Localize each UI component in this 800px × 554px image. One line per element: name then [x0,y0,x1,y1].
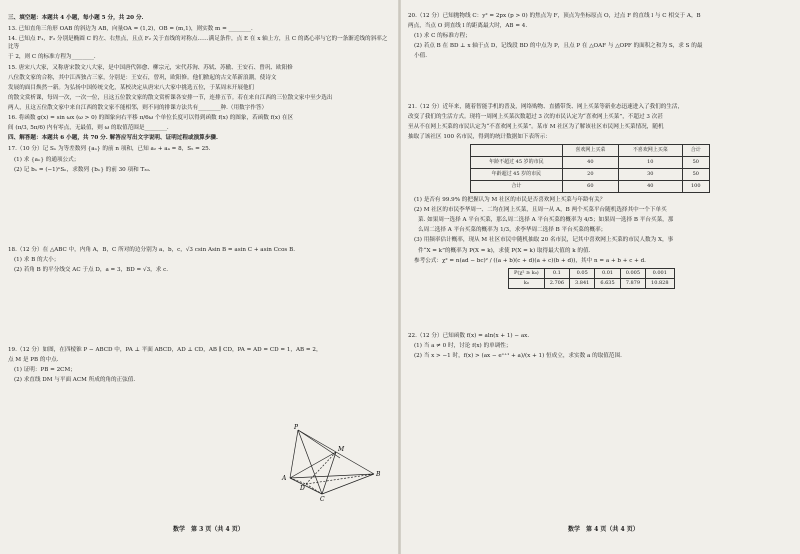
question-21-line3: 至从不在网上买菜的市民认定为“不喜欢网上买菜”。某市 M 社区为了解该社区市民网上买菜情况，随机 [408,123,664,130]
table-cell: 年龄不超过 45 岁的市民 [471,156,563,168]
fig-label-c: C [320,496,325,502]
table-header-cell: 不喜欢网上买菜 [619,144,683,156]
table-cell: 30 [619,168,683,180]
question-14-line2: 于 2，则 C 的标准方程为________. [8,54,96,61]
table-cell: 合计 [471,180,563,192]
question-16-line2: 间 (π/3, 5π/6) 内有零点，无最值，则 ω 的取值范围是________. [8,125,169,132]
reference-formula: 参考公式：χ² = n(ad − bc)² / ((a + b)(c + d)(a + c)(b + d))，其中 n = a + b + c + d. [414,257,646,264]
question-19: 19.（12 分）如图，在四棱锥 P − ABCD 中，PA ⊥ 平面 ABCD，AD ⊥ CD，AB ∥ CD，PA = AD = CD = 1，AB = 2， [8,347,322,354]
fig-label-b: B [376,471,381,478]
page-footer-3: 数学 第 3 页（共 4 页） [173,526,244,534]
table-cell: P(χ² ≥ k₀) [509,268,545,278]
question-15-line5: 两人，且这五位散文家中来自江西的散文家不能相邻，则不同的排课方法共有________种.（用数字作答） [8,104,268,111]
table-cell: k₀ [509,279,545,289]
table-cell: 100 [682,180,709,192]
question-20-line2: 两点，当点 O 到直线 l 的距离最大时，AB = 4. [408,23,528,30]
question-21-part2-line2: 菜. 如果周一选择 A 平台买菜，那么周二选择 A 平台买菜的概率为 4/5；如果周一选择 B 平台买菜，那 [418,217,674,224]
question-20-line1: 20.（12 分）已知抛物线 C：y² = 2px (p > 0) 的焦点为 F，顶点为坐标原点 O，过点 F 的直线 l 与 C 相交于 A，B [408,13,701,19]
question-14-line1: 14. 已知点 F₁，F₂ 分别是椭圆 C 的左、右焦点，且点 F₂ 关于直线的对称点……满足条件，点 E 在 x 轴上方，且 C 的离心率与它的一条渐近线的斜率之比等 [8,36,388,51]
question-21-part3-line2: 件“X = k”的概率为 P(X = k)，求使 P(X = k) 取得最大值的 k 的值. [418,247,591,254]
question-20-part2: (2) 若点 B 在 BD ⊥ x 轴于点 D，记线段 BD 的中点为 P，且点 P 在 △OAF 与 △OPF 的面积之和为 S，求 S 的最 [414,43,703,50]
question-15-line2: 八位散文家的合称，其中江西独占三家，分别是：王安石，曾巩，欧阳修。他们掀起的古文革新浪潮，使诗文 [8,74,277,81]
table-cell: 20 [562,168,618,180]
table-header-cell: 喜欢网上买菜 [562,144,618,156]
question-15-line3: 发展的面目焕然一新。为弘扬中国传统文化，某校决定从唐宋八大家中挑选五位，于某周末开展他们 [8,84,255,91]
question-22-part2: (2) 当 x > −1 时，f(x) > (ax − eˣ⁺¹ + a)/(x + 1) 恒成立，求实数 a 的取值范围. [414,353,622,360]
question-17: 17.（10 分）记 Sₙ 为等差数列 {aₙ} 的前 n 项和，已知 a₂ + a₄ = 8，S₅ = 25. [8,146,211,153]
answer-space [8,176,393,246]
question-21-part2-line1: (2) M 社区的市民李华周一、二均在网上买菜，且周一从 A，B 两个买菜平台随机选择其中一个下单买 [414,207,667,214]
question-18: 18.（12 分）在 △ABC 中，内角 A，B，C 所对的边分别为 a，b，c，√3 csin Asin B = asin C + asin Ccos B. [8,246,295,253]
table-cell: 50 [682,156,709,168]
survey-table [470,144,710,193]
table-cell: 40 [619,180,683,192]
question-19-part2: (2) 求直线 DM 与平面 ACM 所成的角的正弦值. [14,377,136,384]
answer-space [408,292,793,332]
question-15-line1: 15. 唐宋八大家，又称唐宋散文八大家，是中国唐代韩愈、柳宗元，宋代苏洵、苏轼、苏辙、王安石、曾巩、欧阳修 [8,64,293,71]
page-4 [408,12,793,537]
fig-label-p: P [294,424,299,431]
question-21-part1: (1) 是否有 99.9% 的把握认为 M 社区的市民是否喜欢网上买菜与年龄有关？ [414,196,606,203]
table-cell: 6.635 [595,279,620,289]
table-cell: 0.01 [595,268,620,278]
question-19-cont: 点 M 是 PB 的中点. [8,357,59,364]
page-fold [398,0,401,554]
fig-label-d: D [300,485,305,492]
table-cell: 50 [682,168,709,180]
table-cell: 0.05 [570,268,595,278]
table-cell: 3.841 [570,279,595,289]
answer-space [408,63,793,103]
table-header-cell: 合计 [682,144,709,156]
table-cell: 0.1 [544,268,569,278]
section-4-title: 四、解答题：本题共 6 小题，共 70 分. 解答应写出文字说明、证明过程或演算步骤. [8,135,218,142]
table-row [509,279,675,289]
table-cell: 60 [562,180,618,192]
pyramid-figure [276,422,386,502]
table-cell: 10.828 [646,279,675,289]
question-17-part2: (2) 记 bₙ = (−1)ⁿSₙ，求数列 {bₙ} 的前 30 项和 T₃₀. [14,166,151,173]
table-cell: 0.005 [620,268,645,278]
question-18-part1: (1) 求 B 的大小； [14,256,60,263]
fig-label-m: M [338,446,345,453]
question-21-line1: 21.（12 分）近年来，随着智能手机的普及，网络购物、直播带货、网上买菜等新业态迅速进入了我们的生活， [408,103,684,110]
question-20-part1: (1) 求 C 的标准方程； [414,33,471,40]
page-3 [8,12,393,537]
table-cell: 7.879 [620,279,645,289]
question-19-part1: (1) 证明：PB = 2CM； [14,367,76,374]
table-cell: 10 [619,156,683,168]
question-21-part3-line1: (3) 用频率估计概率，现从 M 社区市民中随机抽取 20 名市民，记其中喜欢网上买菜的市民人数为 X，事 [414,237,674,244]
fig-label-a: A [282,475,287,482]
table-row [471,156,710,168]
question-21-part2-line3: 么周二选择 A 平台买菜的概率为 1/3，求李华周二选择 B 平台买菜的概率； [418,227,607,234]
table-row [471,180,710,192]
table-header-cell [471,144,563,156]
question-22-part1: (1) 当 a ≠ 0 时，讨论 f(x) 的单调性； [414,343,512,350]
answer-space [8,276,393,346]
section-3-title: 三、填空题：本题共 4 小题，每小题 5 分，共 20 分. [8,15,144,21]
table-cell: 2.706 [544,279,569,289]
table-header-row [471,144,710,156]
table-row [471,168,710,180]
question-15-line4: 的散文赏析课，每周一次，一次一位，且这五位散文家的散文赏析课各安排一节，连排五节。若在来自江西的三位散文家中至少选出 [8,94,333,101]
question-22: 22.（12 分）已知函数 f(x) = aln(x + 1) − ax. [408,333,530,340]
question-18-part2: (2) 若角 B 的平分线交 AC 于点 D，a = 3，BD = √3，求 c. [14,266,169,273]
table-cell: 0.001 [646,268,675,278]
question-17-part1: (1) 求 {aₙ} 的通项公式； [14,156,80,163]
table-row [509,268,675,278]
table-cell: 年龄超过 45 岁的市民 [471,168,563,180]
question-21-line4: 抽取了该社区 100 名市民，得到的统计数据如下表所示： [408,133,551,140]
question-13: 13. 已知直角三角形 OAB 的斜边为 AB，向量OA = (1,2)，OB = (m,1)，则实数 m = ________. [8,26,253,33]
critical-value-table [508,268,675,290]
page-footer-4: 数学 第 4 页（共 4 页） [568,526,639,534]
table-cell: 40 [562,156,618,168]
question-16-line1: 16. 将函数 g(x) = sin ωx (ω > 0) 的图象向右平移 π/6ω 个单位长度可以得到函数 f(x) 的图象，若函数 f(x) 在区 [8,115,294,122]
question-20-part2-cont: 小值. [414,53,427,60]
question-21-line2: 改变了我们的生活方式。现将一周网上买菜次数超过 3 次的市民认定为“喜欢网上买菜”，不超过 3 次甚 [408,113,663,120]
